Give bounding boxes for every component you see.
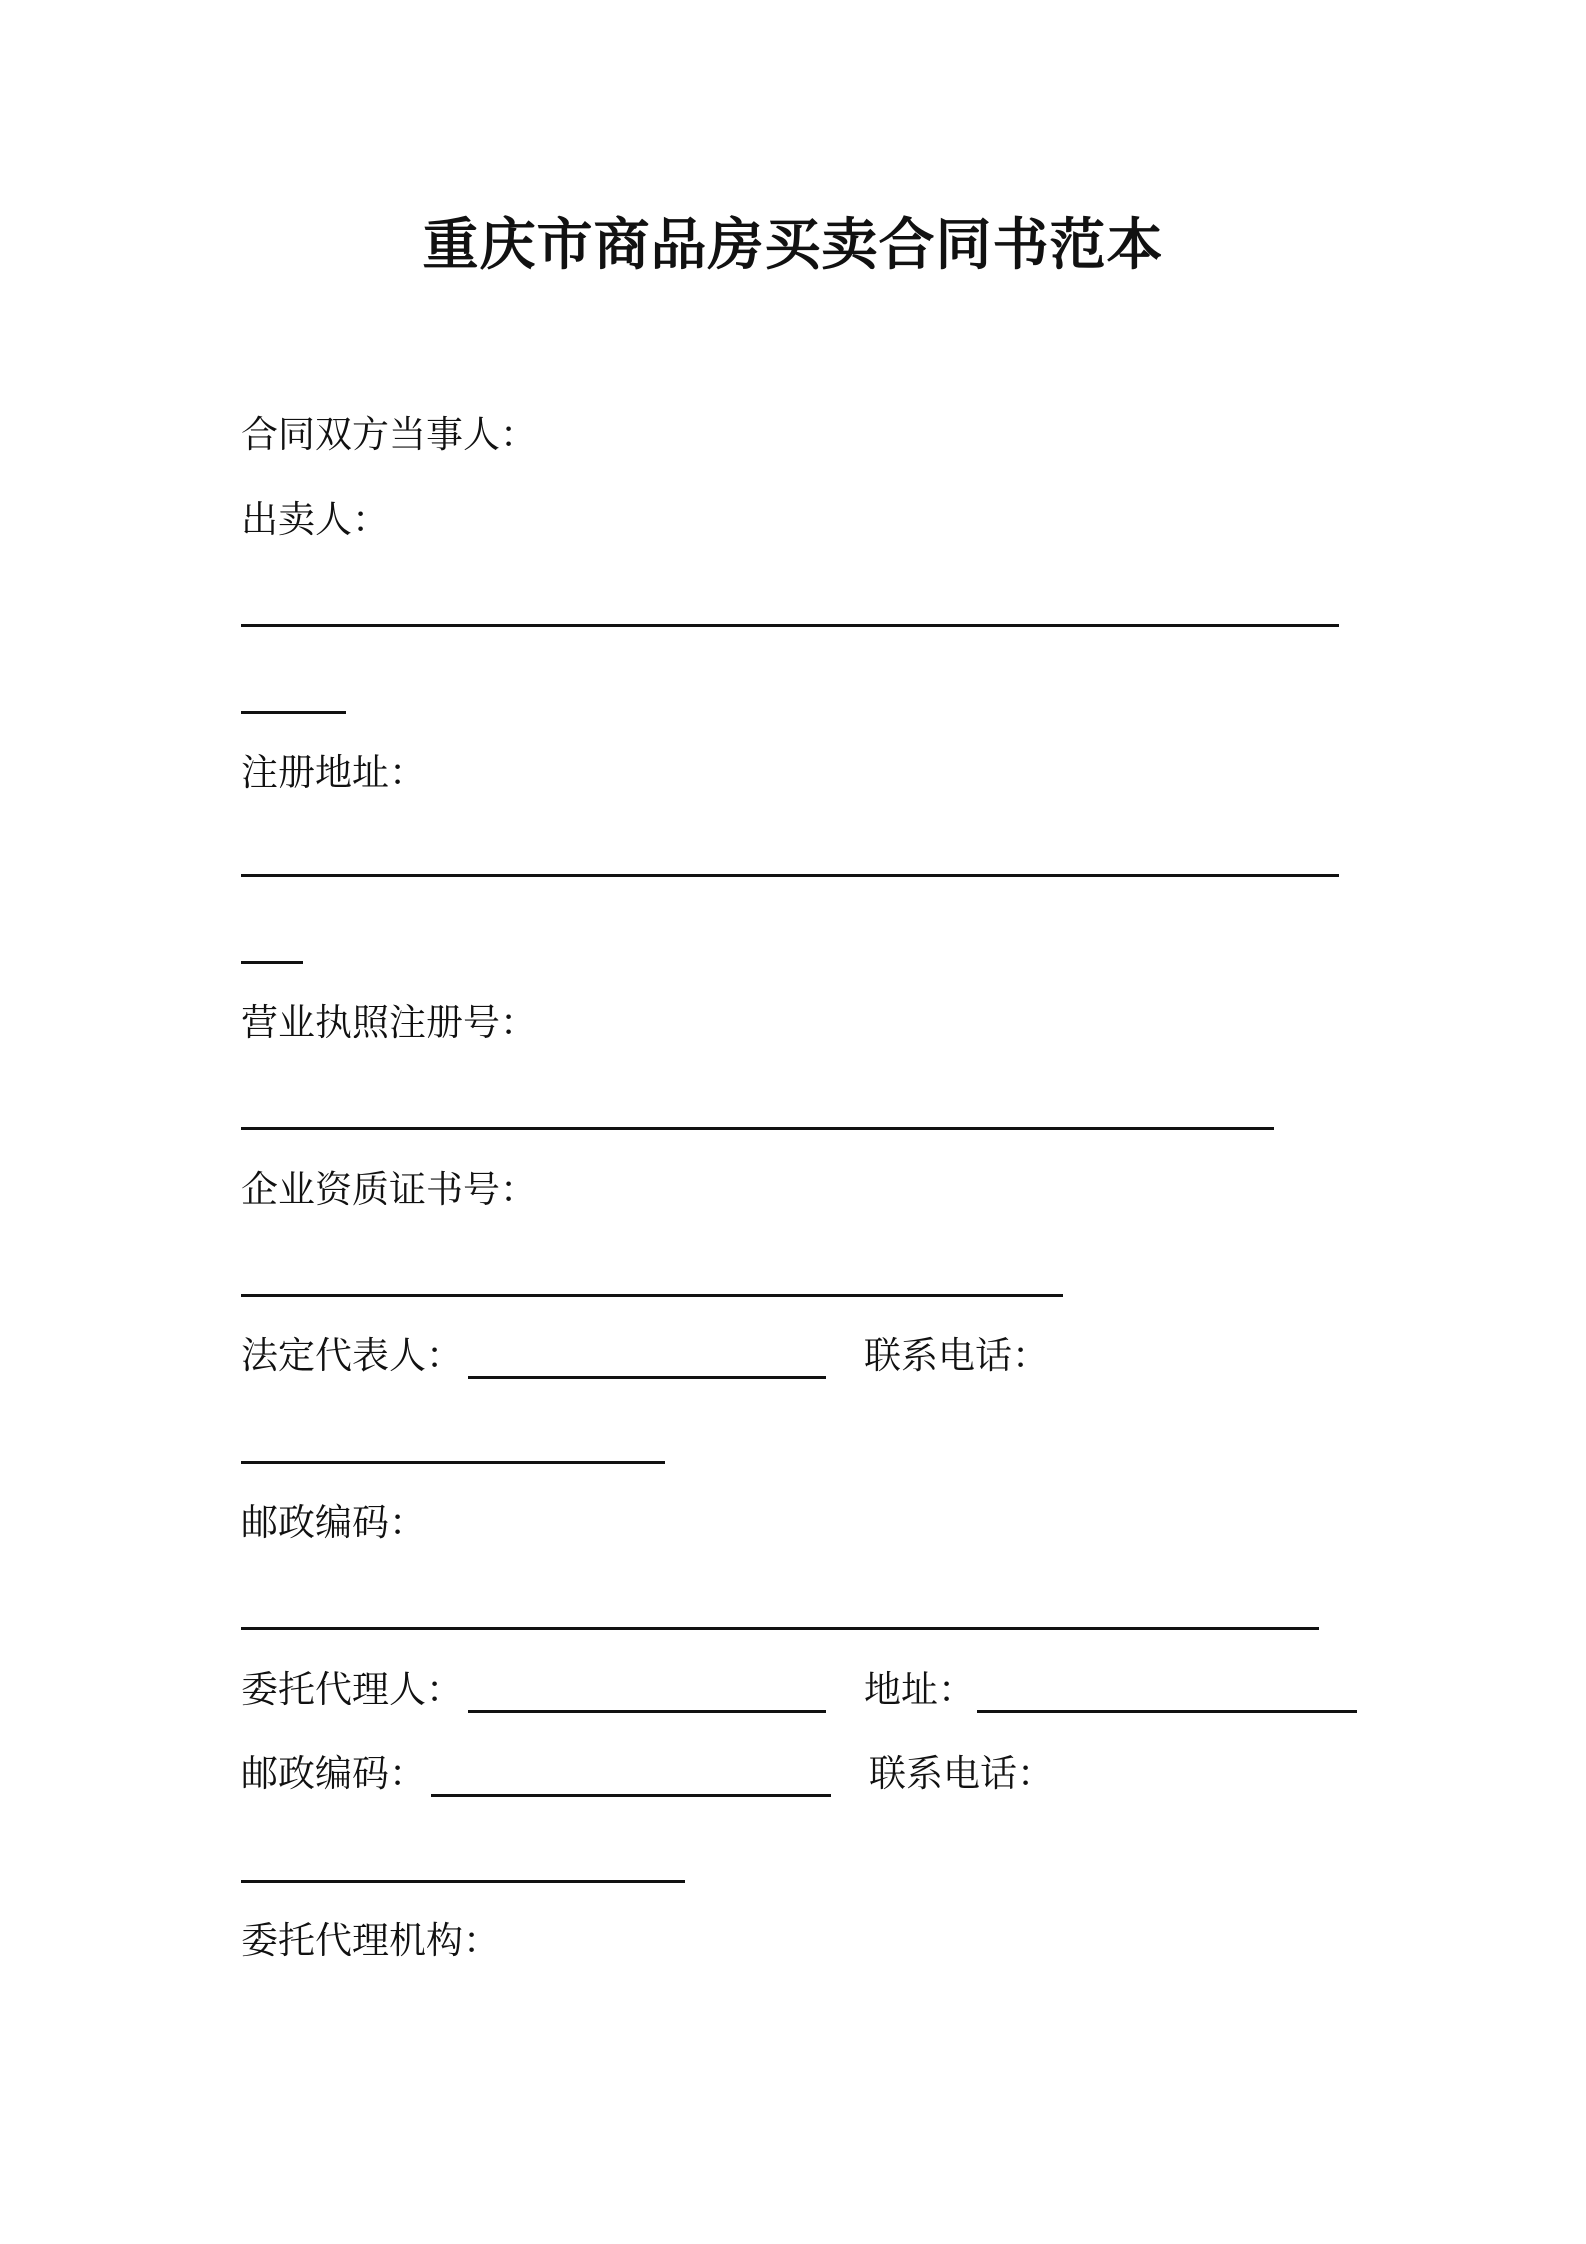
qualification-cert-blank-line[interactable]	[241, 1294, 1063, 1297]
registered-address-label: 注册地址：	[241, 751, 426, 794]
postal-code-blank-line-2[interactable]	[431, 1794, 831, 1797]
legal-rep-blank-line[interactable]	[468, 1376, 826, 1379]
address-label: 地址：	[864, 1668, 975, 1711]
business-license-blank-line[interactable]	[241, 1127, 1274, 1130]
legal-rep-label: 法定代表人：	[241, 1334, 463, 1377]
registered-address-blank-line-2[interactable]	[241, 961, 303, 964]
agency-label: 委托代理机构：	[241, 1919, 500, 1962]
seller-blank-line-2[interactable]	[241, 711, 346, 714]
contact-phone-blank-line-1[interactable]	[241, 1461, 665, 1464]
agent-label: 委托代理人：	[241, 1668, 463, 1711]
registered-address-blank-line-1[interactable]	[241, 874, 1339, 877]
postal-code-blank-line-1[interactable]	[241, 1627, 1319, 1630]
address-blank-line[interactable]	[977, 1710, 1357, 1713]
agent-blank-line[interactable]	[468, 1710, 826, 1713]
postal-code-label-2: 邮政编码：	[241, 1752, 426, 1795]
contact-phone-label-1: 联系电话：	[864, 1334, 1049, 1377]
seller-label: 出卖人：	[241, 498, 389, 541]
document-title: 重庆市商品房买卖合同书范本	[422, 213, 1164, 278]
contact-phone-label-2: 联系电话：	[869, 1752, 1054, 1795]
contact-phone-blank-line-2[interactable]	[241, 1880, 685, 1883]
business-license-label: 营业执照注册号：	[241, 1001, 537, 1044]
postal-code-label-1: 邮政编码：	[241, 1501, 426, 1544]
qualification-cert-label: 企业资质证书号：	[241, 1168, 537, 1211]
seller-blank-line-1[interactable]	[241, 624, 1339, 627]
parties-heading: 合同双方当事人：	[241, 413, 537, 456]
